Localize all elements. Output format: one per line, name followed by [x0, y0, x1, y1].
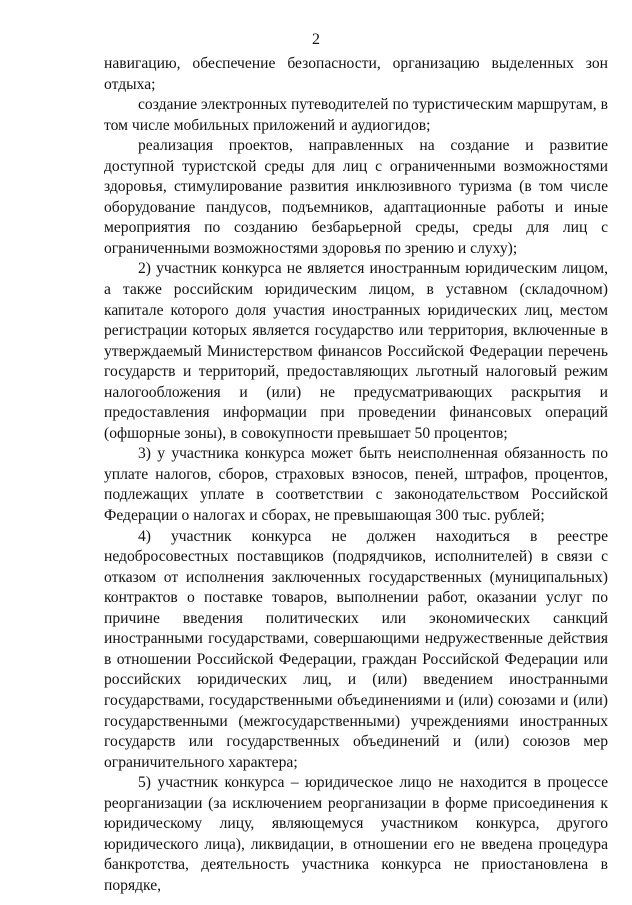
- page-number: 2: [312, 31, 320, 48]
- paragraph-accessible-tourism: реализация проектов, направленных на создание и развитие доступной туристской среды для лиц с ограниченными возможностями здоровья, стимулирование развития инклюзивного туризма (в том числе оборудование пандусов, подъемников, адаптационные работы и иные мероприятия по созданию безбарьерной среды, среды для лиц с ограниченными возможностями здоровья по зрению и слуху);: [104, 137, 608, 257]
- paragraph-item-4: 4) участник конкурса не должен находиться в реестре недобросовестных поставщиков (подрядчиков, исполнителей) в связи с отказом от исполнения заключенных государственных (муниципальных) контрактов о поставке товаров, выполнении работ, оказании услуг по причине введения политических или экономических санкций иностранными государствами, совершающими недружественные действия в отношении Российской Федерации, граждан Российской Федерации или российских юридических лиц, и (или) введением иностранными государствами, государственными объединениями и (или) союзами и (или) государственными (межгосударственными) учреждениями иностранных государств или государственных объединений и (или) союзов мер ограничительного характера;: [104, 527, 608, 771]
- paragraph-item-2: 2) участник конкурса не является иностранным юридическим лицом, а также российским юридическим лицом, в уставном (складочном) капитале которого доля участия иностранных юридических лиц, местом регистрации которых является государство или территория, включенные в утверждаемый Министерством финансов Российской Федерации перечень государств и территорий, предоставляющих льготный налоговый режим налогообложения и (или) не предусматривающих раскрытия и предоставления информации при проведении финансовых операций (офшорные зоны), в совокупности превышает 50 процентов;: [104, 260, 608, 442]
- paragraph-item-5: 5) участник конкурса – юридическое лицо не находится в процессе реорганизации (за исключением реорганизации в форме присоединения к юридическому лицу, являющемуся участником конкурса, другого юридического лица), ликвидации, в отношении его не введена процедура банкротства, деятельность участника конкурса не приостановлена в порядке,: [104, 774, 608, 894]
- paragraph-item-3: 3) у участника конкурса может быть неисполненная обязанность по уплате налогов, сборов, страховых взносов, пеней, штрафов, процентов, подлежащих уплате в соответствии с законодательством Российской Федерации о налогах и сборах, не превышающая 300 тыс. рублей;: [104, 445, 608, 525]
- paragraph-electronic-guides: создание электронных путеводителей по туристическим маршрутам, в том числе мобильных приложений и аудиогидов;: [104, 96, 608, 134]
- paragraph-continuation: навигацию, обеспечение безопасности, организацию выделенных зон отдыха;: [104, 55, 608, 93]
- document-body: [104, 54, 608, 896]
